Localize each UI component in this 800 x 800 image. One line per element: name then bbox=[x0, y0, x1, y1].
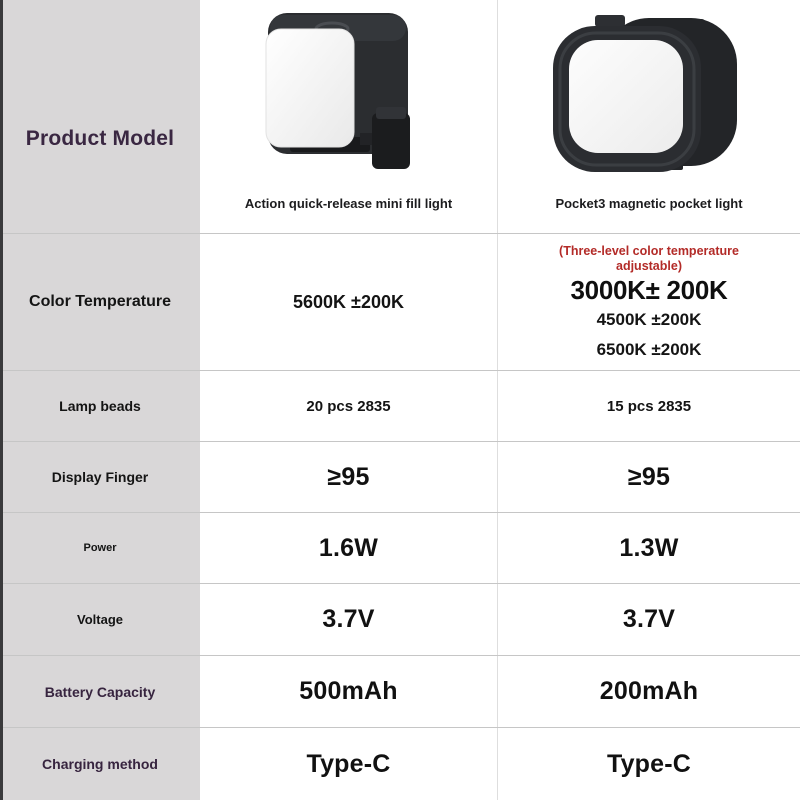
display-finger-value-1 bbox=[200, 442, 497, 512]
lamp-beads-value-2-text: 15 pcs 2835 bbox=[606, 397, 692, 415]
power-value-2-text: 1.3W bbox=[619, 533, 679, 562]
product-2-caption: Pocket3 magnetic pocket light bbox=[555, 196, 743, 211]
color-temperature-note: (Three-level color temperature adjustable) bbox=[559, 244, 739, 273]
product-1-caption: Action quick-release mini fill light bbox=[244, 196, 453, 211]
lamp-beads-label: Lamp beads bbox=[59, 398, 141, 414]
power-value-1-text: 1.6W bbox=[318, 533, 379, 562]
power-value-1 bbox=[200, 513, 497, 583]
color-temperature-label: Color Temperature bbox=[29, 293, 171, 310]
mini-fill-light-image bbox=[260, 13, 412, 175]
battery-capacity-label: Battery Capacity bbox=[44, 683, 156, 700]
row-display-finger bbox=[0, 441, 800, 512]
pocket-light-image bbox=[553, 12, 739, 174]
power-label-cell bbox=[0, 513, 200, 583]
lamp-beads-value-2 bbox=[497, 371, 800, 441]
charging-method-label: Charging method bbox=[42, 756, 158, 772]
display-finger-value-2 bbox=[497, 442, 800, 512]
row-battery-capacity bbox=[0, 655, 800, 727]
voltage-value-1 bbox=[200, 584, 497, 655]
power-value-2 bbox=[497, 513, 800, 583]
display-finger-label-cell bbox=[0, 442, 200, 512]
product-cell-pocket-light bbox=[497, 0, 800, 233]
row-voltage bbox=[0, 583, 800, 655]
color-temperature-value-1 bbox=[200, 234, 497, 370]
charging-method-value-2 bbox=[497, 728, 800, 800]
power-label: Power bbox=[83, 542, 117, 554]
row-color-temperature bbox=[0, 233, 800, 370]
voltage-label: Voltage bbox=[77, 612, 123, 627]
color-temperature-value-1-text: 5600K ±200K bbox=[293, 291, 404, 312]
voltage-value-2 bbox=[497, 584, 800, 655]
color-temperature-tertiary: 6500K ±200K bbox=[596, 339, 702, 359]
charging-method-value-2-text: Type-C bbox=[606, 749, 692, 778]
charging-method-value-1 bbox=[200, 728, 497, 800]
row-lamp-beads bbox=[0, 370, 800, 441]
lamp-beads-value-1-text: 20 pcs 2835 bbox=[306, 397, 391, 415]
battery-capacity-value-1 bbox=[200, 656, 497, 727]
voltage-value-2-text: 3.7V bbox=[622, 605, 676, 633]
product-model-cell bbox=[0, 0, 200, 233]
voltage-value-1-text: 3.7V bbox=[322, 605, 375, 633]
color-temperature-value-2 bbox=[497, 234, 800, 370]
voltage-label-cell bbox=[0, 584, 200, 655]
product-model-label: Product Model bbox=[25, 126, 175, 150]
color-temperature-label-cell bbox=[0, 234, 200, 370]
charging-method-label-cell bbox=[0, 728, 200, 800]
row-charging-method bbox=[0, 727, 800, 800]
charging-method-value-1-text: Type-C bbox=[306, 749, 391, 778]
battery-capacity-label-cell bbox=[0, 656, 200, 727]
color-temperature-primary: 3000K± 200K bbox=[570, 274, 728, 305]
display-finger-label: Display Finger bbox=[51, 469, 149, 485]
display-finger-value-1-text: ≥95 bbox=[327, 462, 370, 491]
color-temperature-secondary: 4500K ±200K bbox=[596, 309, 702, 329]
row-power bbox=[0, 512, 800, 583]
lamp-beads-label-cell bbox=[0, 371, 200, 441]
lamp-beads-value-1 bbox=[200, 371, 497, 441]
header-row bbox=[0, 0, 800, 233]
left-edge-bar bbox=[0, 0, 3, 800]
battery-capacity-value-1-text: 500mAh bbox=[299, 677, 398, 705]
product-cell-mini-fill-light bbox=[200, 0, 497, 233]
battery-capacity-value-2 bbox=[497, 656, 800, 727]
battery-capacity-value-2-text: 200mAh bbox=[599, 677, 699, 705]
display-finger-value-2-text: ≥95 bbox=[627, 462, 671, 491]
